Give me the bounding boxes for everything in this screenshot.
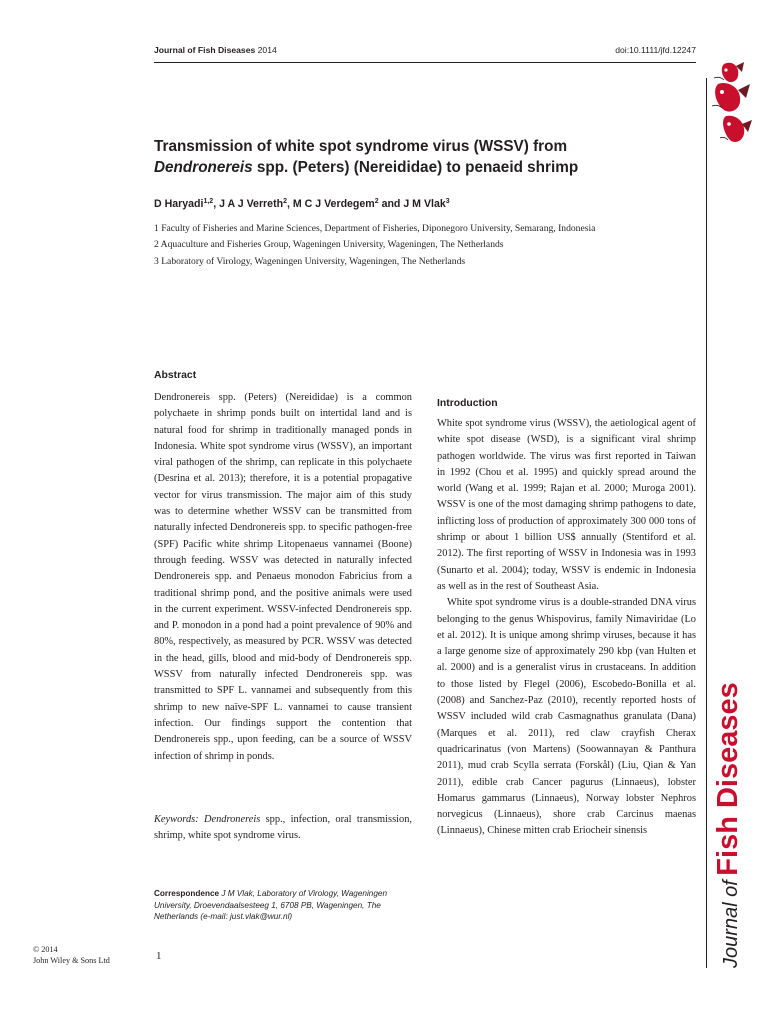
author-affil-ref: 2	[374, 198, 379, 205]
article-title	[154, 136, 714, 178]
author-name: D Haryadi	[154, 198, 204, 210]
journal-year: 2014	[257, 45, 277, 55]
copyright-year: © 2014	[33, 945, 58, 954]
affiliation-2: 2 Aquaculture and Fisheries Group, Wageningen University, Wageningen, The Netherlands	[154, 239, 504, 251]
author-name: , J A J Verreth	[213, 198, 284, 210]
correspondence	[154, 888, 412, 923]
intro-paragraph-2: White spot syndrome virus is a double-stranded DNA virus belonging to the genus Whispovirus, family Nimaviridae (Lo et al. 2012). It is unique among shrimp viruses, because it has a large genome size of approximately 290 kbp (van Hulten et al. 2000) and is a generalist virus in crustaceans. In addition to those listed by Flegel (2006), Escobedo-Bonilla et al. (2008) and Sanchez-Paz (2010), recently reported hosts of WSSV included wild crab Casmagnathus granulata (Dana) (Marques et al. 2011), red claw crayfish Cherax quadricarinatus (von Martens) (Soowannayan & Panthura 2011), mud crab Scylla serrata (Forskål) (Liu, Qian & Yan 2011), edible crab Cancer pagurus (Linnaeus), lobster Homarus gammarus (Linnaeus), Norway lobster Nephros norvegicus (Linnaeus), shore crab Carcinus maenas (Linnaeus), Chinese mitten crab Eriocheir sinensis	[437, 597, 696, 837]
correspondence-label: Correspondence	[154, 889, 220, 898]
keywords-label: Keywords:	[154, 814, 199, 825]
brand-prefix: Journal of	[720, 880, 742, 968]
title-line-2	[154, 157, 714, 178]
journal-header	[154, 45, 277, 55]
author-name: and J M Vlak	[378, 198, 446, 210]
title-line-2-rest: spp. (Peters) (Nereididae) to penaeid shrimp	[252, 159, 579, 176]
header-rule	[154, 62, 696, 63]
affiliation-1: 1 Faculty of Fisheries and Marine Sciences, Department of Fisheries, Diponegoro University, Semarang, Indonesia	[154, 223, 596, 234]
author-affil-ref: 2	[283, 198, 287, 205]
abstract-body	[154, 390, 412, 765]
title-genus: Dendronereis	[154, 159, 253, 176]
abstract-text: Dendronereis spp. (Peters) (Nereididae) is a common polychaete in shrimp ponds built on intertidal land and is natural food for shrimp in traditionally managed ponds in Indonesia. White spot syndrome virus (WSSV), an important viral pathogen of the shrimp, can replicate in this polychaete (Desrina et al. 2013); therefore, it is a potential propagative vector for virus transmission. The major aim of this study was to determine whether WSSV can be transmitted from naturally infected Dendronereis spp. to specific pathogen-free (SPF) Pacific white shrimp Litopenaeus vannamei (Boone) through feeding. WSSV was detected in naturally infected Dendronereis spp. and Penaeus monodon Fabricius from a traditional shrimp pond, and the positive animals were used in the current experiment. WSSV-infected Dendronereis spp. and P. monodon in a pond had a point prevalence of 90% and 80%, respectively, as measured by PCR. WSSV was detected in the head, gills, blood and mid-body of Dendronereis spp. WSSV from naturally infected Dendronereis spp. was transmitted to SPF L. vannamei and subsequently from this shrimp to new naïve-SPF L. vannamei to cause transient infection. Our findings support the contention that Dendronereis spp., upon feeding, can be a source of WSSV infection of shrimp in ponds.	[154, 392, 412, 762]
author-affil-ref: 3	[445, 198, 450, 205]
affiliations	[154, 221, 595, 270]
journal-name: Journal of Fish Diseases	[154, 45, 256, 55]
author-name: , M C J Verdegem	[286, 198, 375, 210]
page-number: 1	[156, 950, 162, 962]
journal-brand	[708, 682, 753, 968]
introduction-heading: Introduction	[437, 398, 498, 409]
keywords-rest: spp., infection, oral transmission, shrimp, white spot syndrome virus.	[154, 814, 412, 842]
affiliation-3: 3 Laboratory of Virology, Wageningen University, Wageningen, The Netherlands	[154, 255, 466, 267]
side-rule	[706, 78, 707, 968]
fish-logo-icon	[710, 58, 758, 152]
introduction-body	[437, 416, 696, 840]
keywords	[154, 812, 412, 845]
abstract-heading: Abstract	[154, 370, 197, 381]
title-line-1: Transmission of white spot syndrome virus (WSSV) from	[154, 138, 568, 155]
correspondence-text: J M Vlak, Laboratory of Virology, Wageningen University, Droevendaalsesteeg 1, 6708 PB, Wageningen, The Netherlands (e-mail: just.vlak@wur.nl)	[154, 889, 388, 921]
intro-paragraph-1: White spot syndrome virus (WSSV), the aetiological agent of white spot disease (WSD), is a significant viral shrimp pathogen worldwide. The virus was first reported in Taiwan in 1992 (Chou et al. 1995) and quickly spread around the world (Wang et al. 1999; Rajan et al. 2000; Muroga 2001). WSSV is one of the most damaging shrimp pathogens to date, inflicting loss of production of approximately 300 000 tons of shrimp or about 1 billion US$ annually (Stentiford et al. 2012). The first reporting of WSSV in Indonesia was in 1993 (Sunarto et al. 2004); today, WSSV is endemic in Indonesia as well as in the rest of Southeast Asia.	[437, 418, 696, 592]
keywords-genus: Dendronereis	[203, 814, 261, 825]
author-list	[154, 198, 450, 210]
copyright	[33, 944, 110, 966]
author-affil-ref: 1,2	[203, 198, 214, 205]
brand-name: Fish Diseases	[712, 682, 744, 876]
publisher: John Wiley & Sons Ltd	[33, 956, 110, 965]
doi-link[interactable]: doi:10.1111/jfd.12247	[615, 45, 696, 55]
